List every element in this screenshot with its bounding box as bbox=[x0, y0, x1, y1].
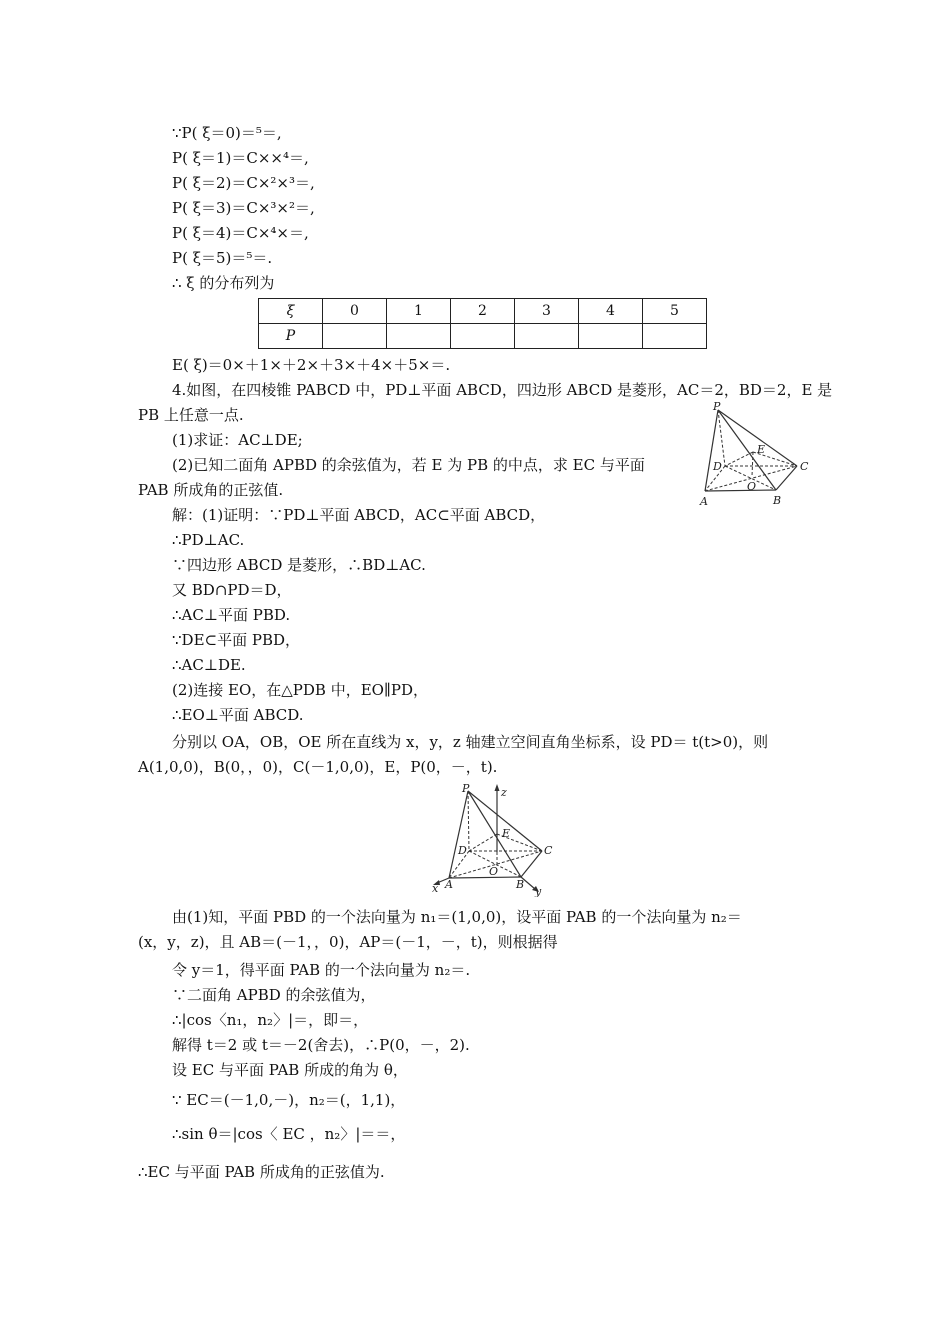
table-cell bbox=[643, 324, 707, 349]
table-cell bbox=[515, 324, 579, 349]
figure-label: B bbox=[516, 878, 525, 891]
figure-label: x bbox=[432, 882, 439, 895]
figure-label: D bbox=[713, 460, 722, 473]
solution-line: ∴EO⊥平面 ABCD. bbox=[172, 706, 304, 724]
solution-line: ∴EC 与平面 PAB 所成角的正弦值为. bbox=[138, 1163, 385, 1181]
solution-line: ∴sin θ＝|cos〈 EC ，n₂〉|＝＝， bbox=[172, 1125, 406, 1143]
solution-line: A(1,0,0)，B(0，，0)，C(－1,0,0)，E，P(0，－，t). bbox=[138, 758, 498, 776]
figure-label: A bbox=[445, 878, 453, 891]
figure-label: B bbox=[773, 494, 782, 507]
table-cell: 4 bbox=[579, 299, 643, 324]
problem-line: (1)求证：AC⊥DE; bbox=[172, 431, 303, 449]
figure-label: O bbox=[747, 480, 757, 493]
prob-line: P( ξ＝1)＝C××⁴＝, bbox=[172, 149, 309, 167]
figure-label: C bbox=[544, 844, 553, 857]
solution-line: 又 BD∩PD＝D， bbox=[172, 581, 292, 599]
problem-line: PB 上任意一点. bbox=[138, 406, 244, 424]
solution-line: ∴AC⊥DE. bbox=[172, 656, 246, 674]
prob-line: P( ξ＝2)＝C×²×³＝, bbox=[172, 174, 315, 192]
figure-label: E bbox=[757, 443, 766, 456]
solution-line: 由(1)知，平面 PBD 的一个法向量为 n₁＝(1,0,0)，设平面 PAB 的一个法向量为 n₂＝ bbox=[172, 908, 742, 926]
table-cell: 2 bbox=[451, 299, 515, 324]
solution-line: ∵二面角 APBD 的余弦值为， bbox=[172, 986, 376, 1004]
figure-label: A bbox=[700, 495, 708, 508]
table-cell bbox=[451, 324, 515, 349]
solution-line: ∴AC⊥平面 PBD. bbox=[172, 606, 291, 624]
pyramid-figure bbox=[697, 400, 817, 510]
table-cell bbox=[579, 324, 643, 349]
figure-label: C bbox=[800, 460, 809, 473]
solution-line: 设 EC 与平面 PAB 所成的角为 θ， bbox=[172, 1061, 408, 1079]
prob-line: P( ξ＝3)＝C×³×²＝, bbox=[172, 199, 315, 217]
figure-label: y bbox=[535, 885, 542, 897]
table-cell: 1 bbox=[387, 299, 451, 324]
solution-line: 分别以 OA，OB，OE 所在直线为 x，y，z 轴建立空间直角坐标系，设 PD＝ t(t>0)，则 bbox=[172, 733, 769, 751]
figure-label: P bbox=[462, 782, 470, 795]
table-cell bbox=[387, 324, 451, 349]
problem-line: (2)已知二面角 APBD 的余弦值为，若 E 为 PB 的中点，求 EC 与平面 bbox=[172, 456, 645, 474]
solution-line: (x，y，z)，且 AB＝(－1，，0)，AP＝(－1，－，t)，则根据得 bbox=[138, 933, 558, 951]
problem-line: PAB 所成角的正弦值. bbox=[138, 481, 284, 499]
table-cell: 5 bbox=[643, 299, 707, 324]
prob-line: P( ξ＝5)＝⁵＝. bbox=[172, 249, 273, 267]
table-cell: 0 bbox=[323, 299, 387, 324]
figure-label: D bbox=[458, 844, 467, 857]
solution-line: ∴|cos〈n₁，n₂〉|＝，即＝， bbox=[172, 1011, 369, 1029]
table-cell bbox=[323, 324, 387, 349]
problem-line: 4.如图，在四棱锥 PABCD 中，PD⊥平面 ABCD，四边形 ABCD 是菱形，AC＝2，BD＝2，E 是 bbox=[172, 381, 833, 399]
distribution-table bbox=[258, 298, 707, 349]
figure-label: O bbox=[489, 865, 499, 878]
solution-line: ∵ EC＝(－1,0,－)，n₂＝(，1,1)， bbox=[172, 1091, 406, 1109]
solution-line: ∵DE⊂平面 PBD， bbox=[172, 631, 300, 649]
distribution-intro: ∴ ξ 的分布列为 bbox=[172, 274, 275, 292]
solution-line: ∵四边形 ABCD 是菱形，∴BD⊥AC. bbox=[172, 556, 426, 574]
solution-line: 解得 t＝2 或 t＝－2(舍去)，∴P(0，－，2). bbox=[172, 1036, 470, 1054]
solution-line: (2)连接 EO，在△PDB 中，EO∥PD， bbox=[172, 681, 429, 699]
table-row bbox=[259, 324, 707, 349]
prob-line: ∵P( ξ＝0)＝⁵＝, bbox=[172, 124, 282, 142]
figure-label: P bbox=[713, 400, 721, 413]
prob-line: P( ξ＝4)＝C×⁴×＝, bbox=[172, 224, 309, 242]
solution-line: 令 y＝1，得平面 PAB 的一个法向量为 n₂＝. bbox=[172, 961, 471, 979]
table-cell: 3 bbox=[515, 299, 579, 324]
expectation-line: E( ξ)＝0×＋1×＋2×＋3×＋4×＋5×＝. bbox=[172, 356, 451, 374]
table-cell: ξ bbox=[259, 299, 323, 324]
figure-label: z bbox=[501, 786, 507, 799]
figure-label: E bbox=[502, 827, 511, 840]
table-header-row bbox=[259, 299, 707, 324]
table-cell: P bbox=[259, 324, 323, 349]
solution-line: 解：(1)证明：∵PD⊥平面 ABCD，AC⊂平面 ABCD， bbox=[172, 506, 546, 524]
coordinate-figure bbox=[427, 782, 562, 897]
solution-line: ∴PD⊥AC. bbox=[172, 531, 245, 549]
